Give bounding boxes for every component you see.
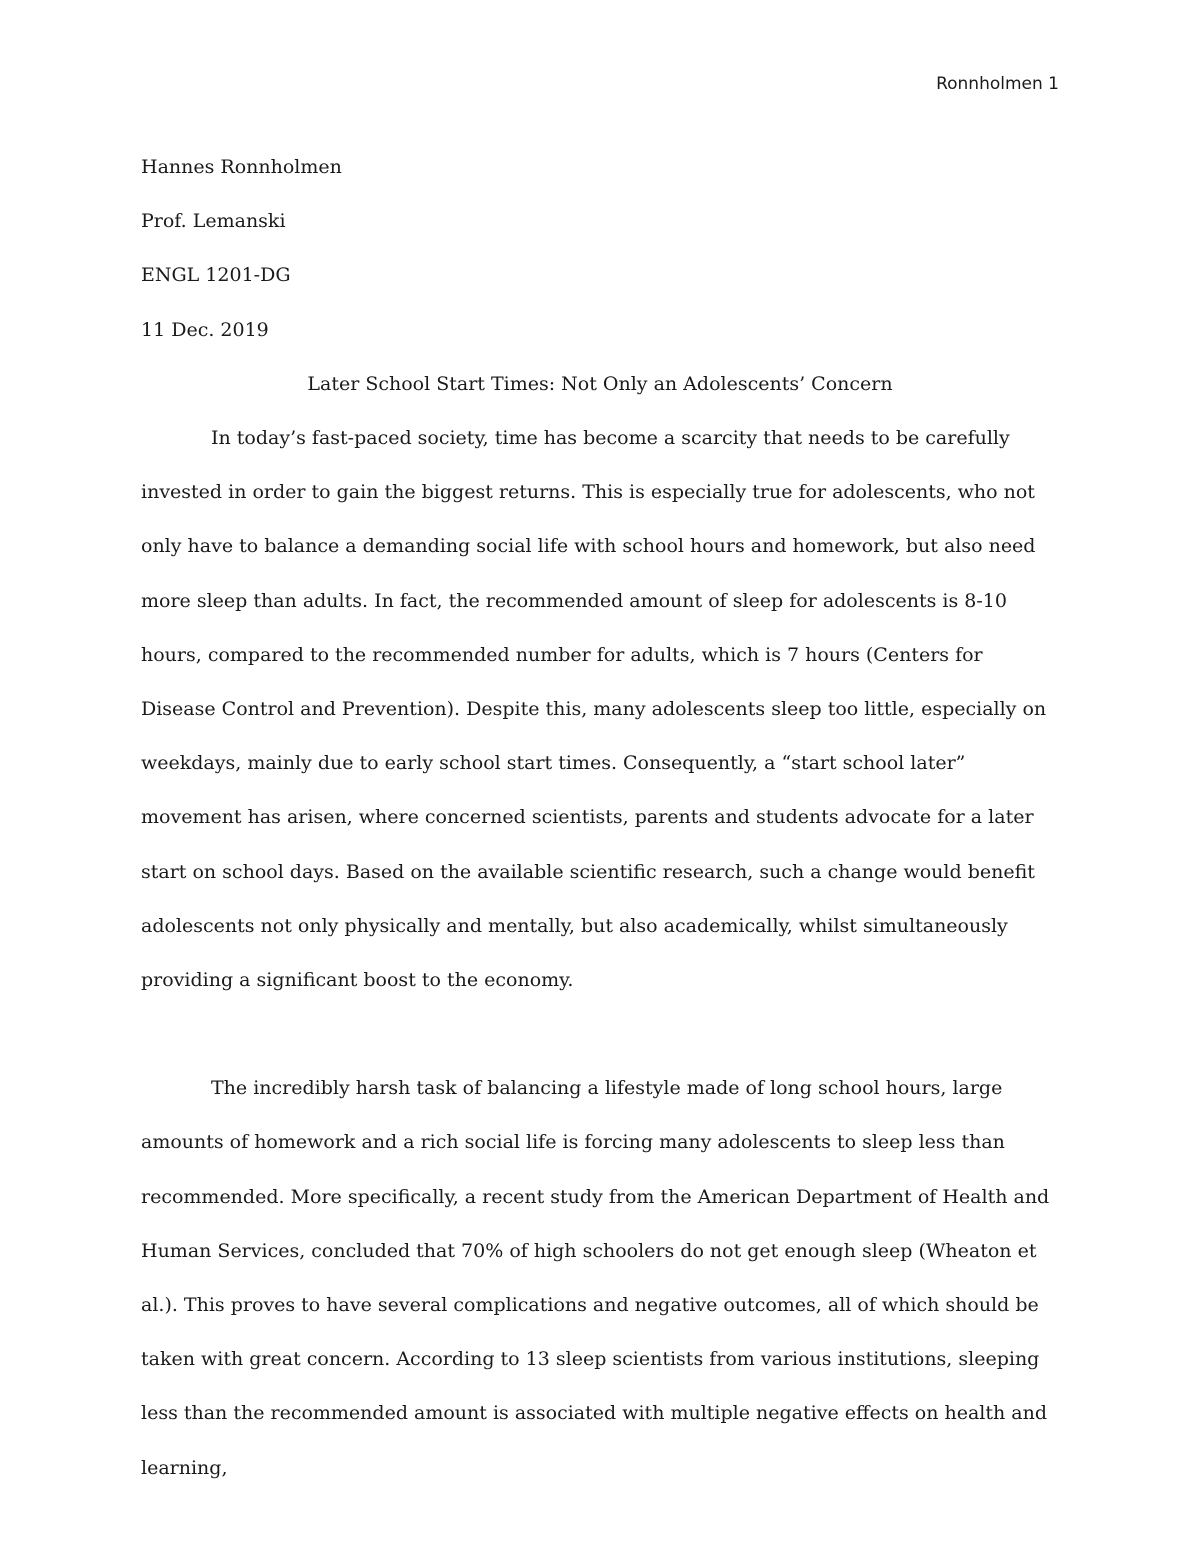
paragraph-1: In today’s fast-paced society, time has become a scarcity that needs to be carefully invested in order to gain the biggest returns. This is especially true for adolescents, who not only have to balance a demanding social life with school hours and homework, but also need more sleep than adults. In fact, the recommended amount of sleep for adolescents is 8-10 hours, compared to the recommended number for adults, which is 7 hours (Centers for Disease Control and Prevention). Despite this, many adolescents sleep too little, especially on weekdays, mainly due to early school start times. Consequently, a “start school later” movement has arisen, where concerned scientists, parents and students advocate for a later start on school days. Based on the available scientific research, such a change would benefit adolescents not only physically and mentally, but also academically, whilst simultaneously providing a significant boost to the economy. bbox=[141, 427, 1047, 992]
author-name: Hannes Ronnholmen bbox=[141, 156, 342, 178]
essay-date: 11 Dec. 2019 bbox=[141, 318, 269, 341]
document-body bbox=[141, 140, 1059, 1495]
course-name: ENGL 1201-DG bbox=[141, 264, 291, 287]
essay-title: Later School Start Times: Not Only an Adolescents’ Concern bbox=[307, 372, 893, 395]
running-head: Ronnholmen 1 bbox=[936, 74, 1059, 94]
paragraph-2: The incredibly harsh task of balancing a lifestyle made of long school hours, large amounts of homework and a rich social life is forcing many adolescents to sleep less than recommended. More specifically, a recent study from the American Department of Health and Human Services, concluded that 70% of high schoolers do not get enough sleep (Wheaton et al.). This proves to have several complications and negative outcomes, all of which should be taken with great concern. According to 13 sleep scientists from various institutions, sleeping less than the recommended amount is associated with multiple negative effects on health and learning, bbox=[141, 1077, 1050, 1479]
instructor-name: Prof. Lemanski bbox=[141, 210, 286, 233]
